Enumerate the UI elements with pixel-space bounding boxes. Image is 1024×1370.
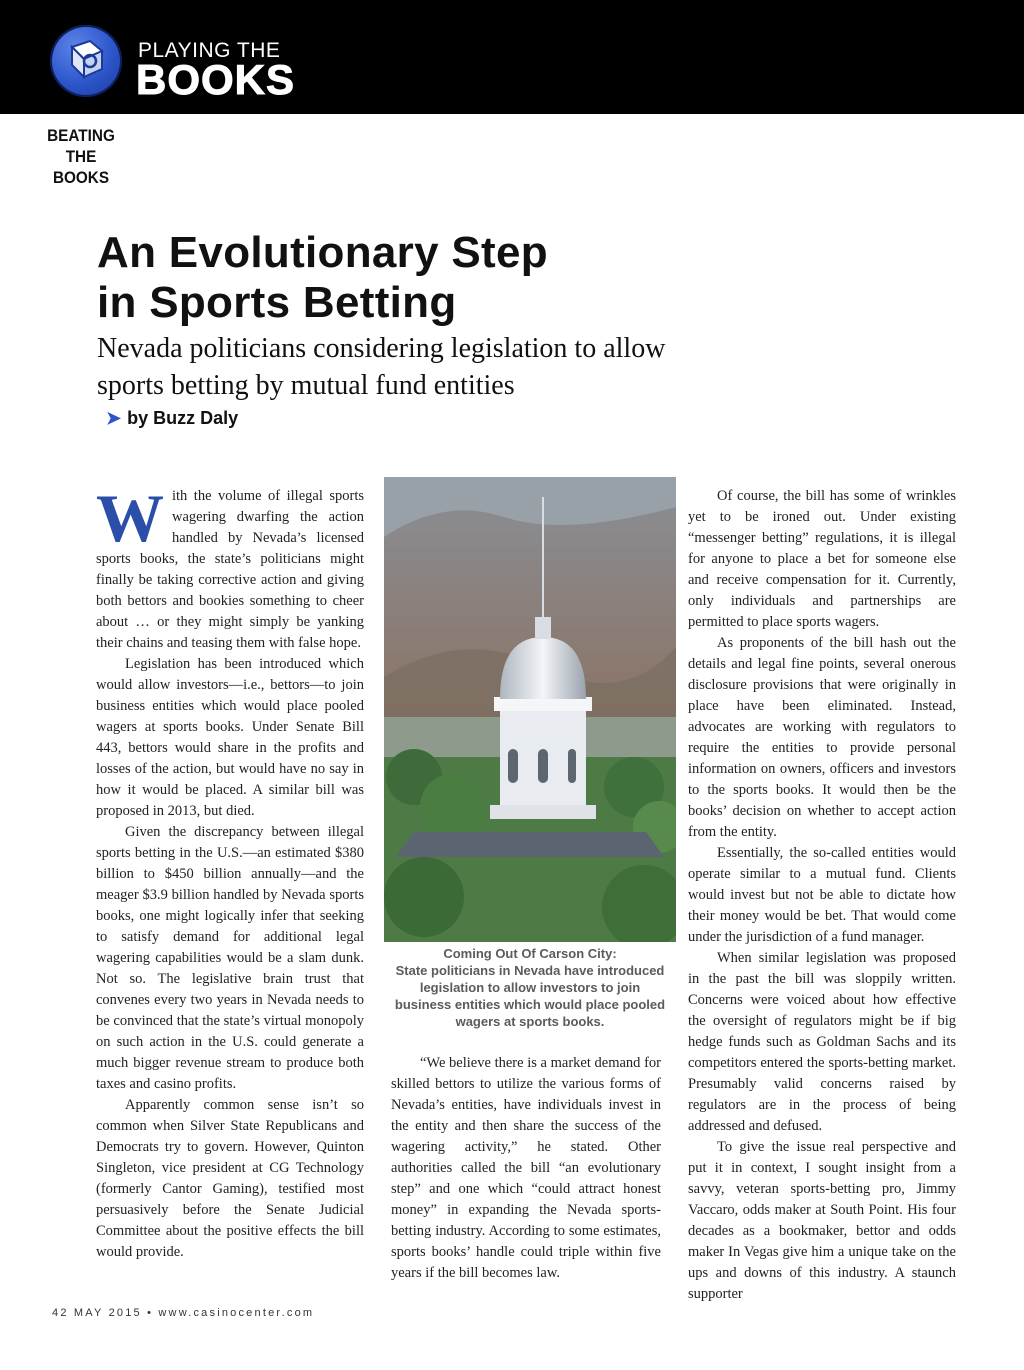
section-label-line1: BEATING (47, 126, 115, 145)
headline-line1: An Evolutionary Step (97, 228, 548, 277)
paragraph: ith the volume of illegal sports wagering dwarfing the action handled by Nevada’s licensed sports books, the state’s politicians might finally be taking corrective action and giving both bettors and bookies something to cheer about … or they might simply be yanking their chains and teasing them with false hope. (96, 488, 364, 651)
headline-line2: in Sports Betting (97, 278, 457, 327)
section-label-line2: THE BOOKS (52, 147, 110, 187)
article-column-2 (391, 1053, 661, 1284)
masthead-bar (0, 0, 1024, 114)
capitol-dome-illustration (384, 477, 676, 942)
article-headline (97, 228, 797, 328)
paragraph: Apparently common sense isn’t so common when Silver State Republicans and Democrats try to govern. However, Quinton Singleton, vice president at CG Technology (formerly Cantor Gaming), testified most persuasively before the Senate Judicial Committee about the positive effects the bill would provide. (96, 1097, 364, 1260)
caption-line: legislation to allow investors to join (419, 980, 641, 995)
paragraph: When similar legislation was proposed in the past the bill was sloppily written. Concerns were voiced about how effective the oversight of regulators might be if big hedge funds such as Goldman Sachs and its competitors entered the sports-betting market. Presumably valid concerns raised by regulators are in the process of being addressed and defused. (688, 950, 956, 1134)
paragraph: Essentially, the so-called entities would operate similar to a mutual fund. Clients would invest but not be able to dictate how their money would be bet. That would come under the jurisdiction of a fund manager. (688, 845, 956, 945)
caption-title: Coming Out Of Carson City: (443, 946, 617, 961)
book-logo-icon (64, 37, 108, 85)
section-label (36, 125, 126, 188)
paragraph: “We believe there is a market demand for skilled bettors to utilize the various forms of Nevada’s entities, have individuals invest in the entity and then share the success of the wagering activity,” he stated. Other authorities called the bill “an evolutionary step” and one which “could attract honest money” in expanding the Nevada sports-betting industry. According to some estimates, sports books’ handle could triple within five years if the bill becomes law. (391, 1055, 661, 1281)
paragraph: Of course, the bill has some of wrinkles yet to be ironed out. Under existing “messenger betting” regulations, it is illegal for anyone to place a bet for someone else and receive compensation for it. Currently, only individuals and partnerships are permitted to place sports wagers. (688, 488, 956, 630)
subhead-line2: sports betting by mutual fund entities (97, 370, 515, 401)
drop-cap: W (96, 480, 164, 556)
caption-line: business entities which would place pooled (394, 997, 666, 1012)
byline (106, 408, 238, 429)
arrow-right-icon: ➤ (106, 408, 122, 428)
photo-caption (384, 945, 676, 1030)
logo-text-top: PLAYING THE (138, 39, 281, 62)
caption-line: wagers at sports books. (455, 1014, 605, 1029)
logo-text-main: BOOKS (136, 56, 296, 103)
paragraph: To give the issue real perspective and put it in context, I sought insight from a savvy, veteran sports-betting pro, Jimmy Vaccaro, odds maker at South Point. His four decades as a bookmaker, bettor and odds maker In Vegas give him a unique take on the ups and downs of this industry. A staunch supporter (688, 1139, 956, 1302)
paragraph: Legislation has been introduced which would allow investors—i.e., bettors—to join business entities which would place pooled wagers at sports books. Under Senate Bill 443, bettors would share in the profits and losses of the action, but would have no say in how it would be placed. A similar bill was proposed in 2013, but died. (96, 656, 364, 819)
byline-text: by Buzz Daly (127, 408, 239, 428)
playing-the-books-logo (50, 25, 122, 97)
page-footer: 42 MAY 2015 • www.casinocenter.com (52, 1307, 315, 1319)
paragraph: As proponents of the bill hash out the details and legal fine points, several onerous disclosure provisions that were originally in place have been eliminated. Instead, advocates are working with regulators to require the entities to provide personal information on owners, officers and investors to the sports books. It would then be the books’ decision on whether to accept action from the entity. (688, 635, 956, 840)
article-subhead (97, 330, 857, 404)
subhead-line1: Nevada politicians considering legislation to allow (97, 333, 666, 364)
capitol-dome-photo (384, 477, 676, 942)
article-column-1 (96, 480, 364, 1263)
paragraph: Given the discrepancy between illegal sports betting in the U.S.—an estimated $380 billion to $450 billion annually—and the meager $3.9 billion handled by Nevada sports books, one might logically infer that seeking to satisfy demand for additional legal wagering capabilities would be a slam dunk. Not so. The legislative brain trust that convenes every two years in Nevada needs to be convinced that the state’s virtual monopoly on such action in the U.S. could generate a much bigger revenue stream to produce both taxes and casino profits. (96, 824, 364, 1092)
caption-line: State politicians in Nevada have introduced (395, 963, 665, 978)
article-column-3 (688, 486, 956, 1305)
